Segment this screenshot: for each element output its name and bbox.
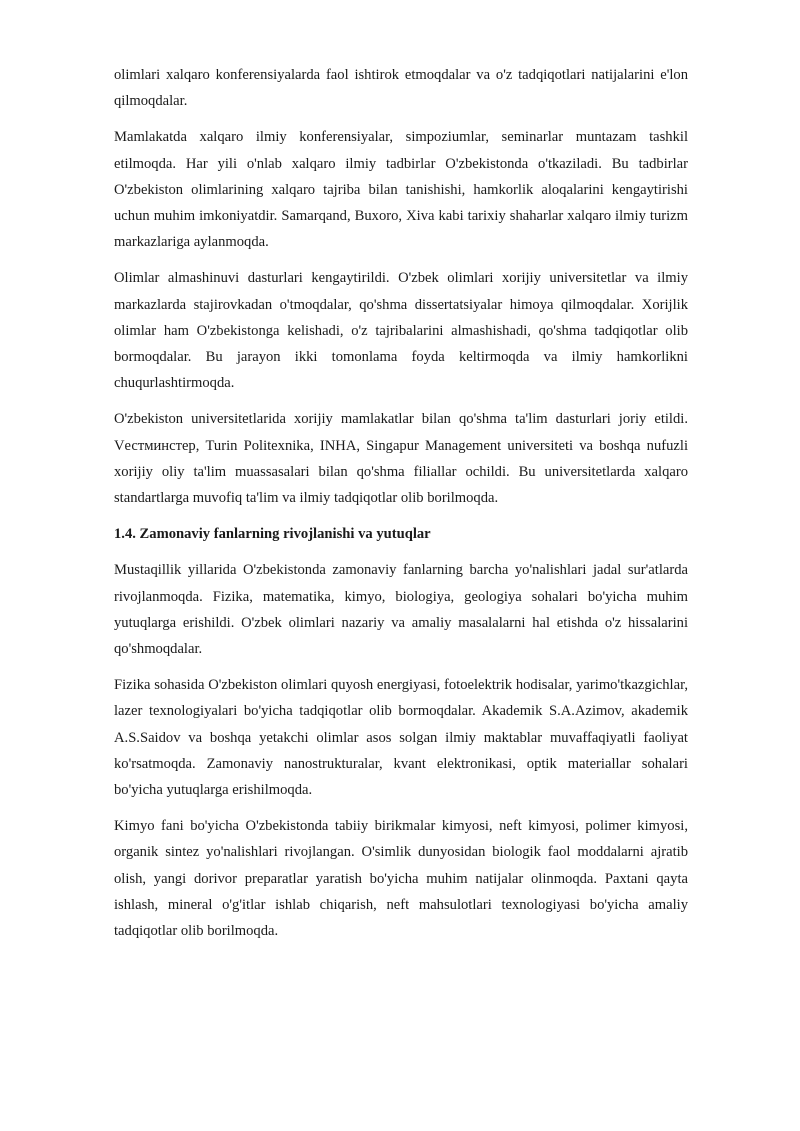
document-page <box>114 62 688 954</box>
paragraph: Mustaqillik yillarida O'zbekistonda zamonaviy fanlarning barcha yo'nalishlari jadal sur'atlarda rivojlanmoqda. Fizika, matematika, kimyo, biologiya, geologiya sohalari bo'yicha muhim yutuqlarga erishildi. O'zbek olimlari nazariy va amaliy masalalarni hal etishda o'z hissalarini qo'shmoqdalar. <box>114 562 688 658</box>
paragraph: Mamlakatda xalqaro ilmiy konferensiyalar, simpoziumlar, seminarlar muntazam tashkil etilmoqda. Har yili o'nlab xalqaro ilmiy tadbirlar O'zbekistonda o'tkaziladi. Bu tadbirlar O'zbekiston olimlarining xalqaro tajriba bilan tanishishi, hamkorlik aloqalarini kengaytirishi uchun muhim imkoniyatdir. Samarqand, Buxoro, Xiva kabi tarixiy shaharlar xalqaro ilmiy turizm markazlariga aylanmoqda. <box>114 129 688 251</box>
paragraph: Olimlar almashinuvi dasturlari kengaytirildi. O'zbek olimlari xorijiy universitetlar va ilmiy markazlarda stajirovkadan o'tmoqdalar, qo'shma dissertatsiyalar himoya qilmoqdalar. Xorijlik olimlar ham O'zbekistonga kelishadi, o'z tajribalarini almashishadi, qo'shma tadqiqotlar olib bormoqdalar. Bu jarayon ikki tomonlama foyda keltirmoqda va ilmiy hamkorlikni chuqurlashtirmoqda. <box>114 270 688 392</box>
paragraph: Fizika sohasida O'zbekiston olimlari quyosh energiyasi, fotoelektrik hodisalar, yarimo'tkazgichlar, lazer texnologiyalari bo'yicha tadqiqotlar olib bormoqdalar. Akademik S.A.Azimov, akademik A.S.Saidov va boshqa yetakchi olimlar asos solgan ilmiy maktablar muvaffaqiyatli faoliyat ko'rsatmoqda. Zamonaviy nanostrukturalar, kvant elektronikasi, optik materiallar sohalari bo'yicha yutuqlarga erishilmoqda. <box>114 677 688 799</box>
section-heading: 1.4. Zamonaviy fanlarning rivojlanishi va yutuqlar <box>114 526 431 543</box>
paragraph: O'zbekiston universitetlarida xorijiy mamlakatlar bilan qo'shma ta'lim dasturlari joriy etildi. Vестминстер, Turin Politexnika, INHA, Singapur Management universiteti va boshqa nufuzli xorijiy oliy ta'lim muassasalari bilan qo'shma filiallar ochildi. Bu universitetlarda xalqaro standartlarga muvofiq ta'lim va ilmiy tadqiqotlar olib borilmoqda. <box>114 411 688 507</box>
paragraph: Kimyo fani bo'yicha O'zbekistonda tabiiy birikmalar kimyosi, neft kimyosi, polimer kimyosi, organik sintez yo'nalishlari rivojlangan. O'simlik dunyosidan biologik faol moddalarni ajratib olish, yangi dorivor preparatlar yaratish bo'yicha muhim natijalar olinmoqda. Paxtani qayta ishlash, mineral o'g'itlar ishlab chiqarish, neft mahsulotlari texnologiyasi bo'yicha amaliy tadqiqotlar olib borilmoqda. <box>114 818 688 940</box>
paragraph: olimlari xalqaro konferensiyalarda faol ishtirok etmoqdalar va o'z tadqiqotlari natijalarini e'lon qilmoqdalar. <box>114 67 688 110</box>
